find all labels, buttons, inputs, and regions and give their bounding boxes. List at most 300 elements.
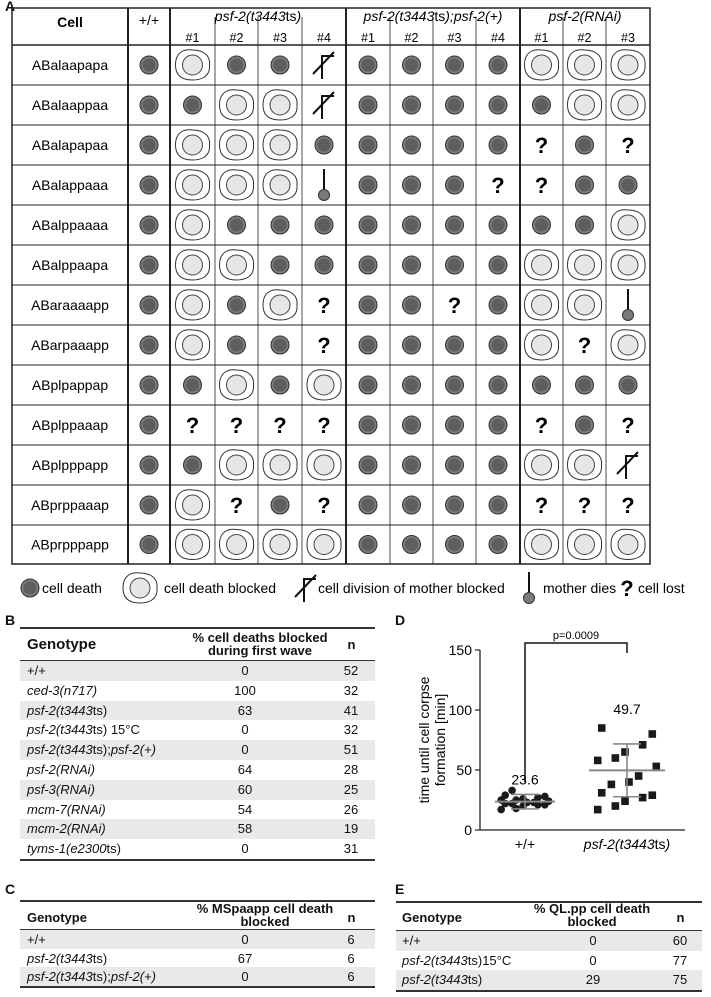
cell-symbol-death-blocked xyxy=(220,370,254,400)
cell-symbol-death-blocked xyxy=(176,130,210,160)
group-header-2: psf-2(t3443ts);psf-2(+) xyxy=(363,8,503,24)
n-cell: 52 xyxy=(343,663,359,678)
panel-e-header-n: n xyxy=(676,910,685,925)
cell-symbol-death xyxy=(446,336,464,354)
cell-symbol-death xyxy=(446,136,464,154)
panel-label-c: C xyxy=(5,881,16,897)
cell-symbol-death-blocked xyxy=(611,529,645,559)
cell-symbol-death-blocked xyxy=(611,50,645,80)
data-point xyxy=(612,754,620,762)
percent-cell: 29 xyxy=(585,972,601,987)
data-point xyxy=(594,757,602,765)
data-point xyxy=(652,763,660,771)
cell-symbol-death xyxy=(184,456,202,474)
data-point xyxy=(541,793,549,801)
cell-symbol-death xyxy=(359,296,377,314)
panel-b-header-genotype: Genotype xyxy=(27,636,97,653)
n-cell: 60 xyxy=(672,933,688,948)
cell-symbol-death xyxy=(489,496,507,514)
column-header-1-2: #2 xyxy=(229,31,244,45)
panel-b-header-n: n xyxy=(347,637,356,652)
cell-symbol-death xyxy=(489,536,507,554)
cell-symbol-death xyxy=(359,456,377,474)
cell-symbol-death xyxy=(228,296,246,314)
cell-symbol-death xyxy=(489,96,507,114)
percent-cell: 0 xyxy=(241,969,249,984)
cell-symbol-death xyxy=(576,416,594,434)
cell-symbol-death xyxy=(446,416,464,434)
svg-text:?: ? xyxy=(621,413,635,438)
panel-c-header-n: n xyxy=(347,910,356,925)
svg-text:?: ? xyxy=(229,493,244,518)
cell-symbol-lost xyxy=(621,493,634,518)
cell-symbol-death xyxy=(403,496,421,514)
cell-symbol-lost xyxy=(230,413,243,438)
cell-symbol-lost xyxy=(621,413,634,438)
legend-symbol-d xyxy=(21,579,39,597)
cell-symbol-division-blocked xyxy=(313,92,334,119)
percent-cell: 60 xyxy=(237,781,253,797)
legend-symbol-m xyxy=(524,572,535,604)
cell-symbol-death xyxy=(446,456,464,474)
cell-symbol-death xyxy=(489,256,507,274)
data-point xyxy=(648,791,656,799)
cell-symbol-death-blocked xyxy=(568,90,602,120)
data-point xyxy=(621,797,629,805)
cell-symbol-death-blocked xyxy=(176,529,210,559)
legend-symbol-b xyxy=(123,573,157,603)
cell-symbol-death xyxy=(271,56,289,74)
cell-symbol-death-blocked xyxy=(525,450,559,480)
cell-symbol-death xyxy=(271,496,289,514)
cell-symbol-mother-dies xyxy=(623,289,634,321)
cell-symbol-death-blocked xyxy=(220,90,254,120)
cell-symbol-lost xyxy=(317,293,330,318)
cell-symbol-death-blocked xyxy=(263,290,297,320)
mean-label: 23.6 xyxy=(511,771,539,788)
cell-symbol-death xyxy=(489,296,507,314)
cell-name: ABprpppapp xyxy=(31,536,109,553)
cell-symbol-death xyxy=(140,536,158,554)
cell-symbol-death-blocked xyxy=(568,250,602,280)
cell-symbol-lost xyxy=(578,333,591,358)
cell-symbol-death-blocked xyxy=(176,490,210,520)
cell-name: ABalaapapa xyxy=(31,57,109,73)
cell-symbol-death-blocked xyxy=(568,529,602,559)
data-point xyxy=(612,802,620,810)
cell-symbol-death xyxy=(489,376,507,394)
x-tick-label: +/+ xyxy=(514,836,536,852)
cell-symbol-lost xyxy=(578,493,591,518)
cell-symbol-death xyxy=(446,496,464,514)
percent-cell: 0 xyxy=(241,722,249,738)
cell-name: ABplpappap xyxy=(31,377,109,393)
cell-symbol-death-blocked xyxy=(220,250,254,280)
y-tick-label: 50 xyxy=(456,762,472,778)
cell-symbol-death-blocked xyxy=(307,450,341,480)
percent-cell: 0 xyxy=(589,952,597,968)
cell-symbol-death-blocked xyxy=(611,210,645,240)
corpse-time-chart xyxy=(395,620,711,870)
cell-symbol-death-blocked xyxy=(525,529,559,559)
cell-symbol-death xyxy=(576,176,594,194)
cell-symbol-death xyxy=(140,296,158,314)
cell-symbol-death xyxy=(359,256,377,274)
cell-symbol-death xyxy=(576,136,594,154)
svg-text:?: ? xyxy=(273,413,287,438)
cell-symbol-death xyxy=(576,216,594,234)
table-row-shade xyxy=(20,930,375,949)
percent-cell: 100 xyxy=(234,682,256,698)
genotype-cell: psf-2(t3443ts) xyxy=(27,702,108,718)
cell-symbol-death xyxy=(403,176,421,194)
percent-cell: 67 xyxy=(237,950,253,966)
cell-symbol-death-blocked xyxy=(220,130,254,160)
cell-name: ABalaappaa xyxy=(31,97,109,113)
legend-label: mother dies xyxy=(543,580,617,596)
percent-cell: 54 xyxy=(237,801,253,817)
cell-symbol-death xyxy=(140,256,158,274)
legend-label: cell death blocked xyxy=(164,580,277,596)
panel-label-e: E xyxy=(395,881,405,897)
data-point xyxy=(508,787,516,795)
svg-text:?: ? xyxy=(185,413,200,438)
svg-text:?: ? xyxy=(534,133,549,158)
cell-symbol-death xyxy=(140,456,158,474)
table-row-shade xyxy=(396,931,702,951)
data-point xyxy=(608,781,616,789)
cell-symbol-lost xyxy=(317,333,330,358)
svg-text:?: ? xyxy=(229,413,244,438)
percent-cell: 0 xyxy=(241,742,249,758)
cell-symbol-death-blocked xyxy=(220,450,254,480)
cell-symbol-division-blocked xyxy=(313,52,334,79)
cell-symbol-death xyxy=(140,136,158,154)
cell-symbol-lost xyxy=(273,413,286,438)
n-cell: 31 xyxy=(343,841,359,857)
cell-symbol-death xyxy=(140,376,158,394)
cell-symbol-death xyxy=(359,56,377,74)
cell-symbol-lost xyxy=(535,133,548,158)
cell-symbol-death-blocked xyxy=(263,130,297,160)
n-cell: 19 xyxy=(343,821,359,837)
cell-symbol-death-blocked xyxy=(176,170,210,200)
cell-symbol-lost xyxy=(535,413,548,438)
n-cell: 41 xyxy=(343,702,359,718)
percent-cell: 0 xyxy=(589,933,597,948)
cell-symbol-division-blocked xyxy=(617,452,638,479)
svg-text:?: ? xyxy=(577,493,592,518)
percent-cell: 0 xyxy=(241,841,249,857)
column-header-2-4: #4 xyxy=(491,31,505,45)
table-row-shade xyxy=(20,661,375,681)
genotype-cell: mcm-7(RNAi) xyxy=(27,801,106,817)
cell-symbol-death-blocked xyxy=(176,250,210,280)
cell-symbol-death-blocked xyxy=(263,450,297,480)
cell-symbol-death xyxy=(403,256,421,274)
column-header-3-3: #3 xyxy=(621,31,635,45)
data-point xyxy=(639,741,647,749)
svg-text:?: ? xyxy=(534,413,549,438)
n-cell: 26 xyxy=(343,801,359,817)
cell-symbol-death-blocked xyxy=(220,170,254,200)
cell-symbol-lost xyxy=(317,493,330,518)
cell-symbol-death xyxy=(533,96,551,114)
svg-text:?: ? xyxy=(317,413,331,438)
cell-symbol-death xyxy=(140,176,158,194)
column-header-1-3: #3 xyxy=(273,31,287,45)
cell-symbol-death xyxy=(446,536,464,554)
cell-symbol-death xyxy=(533,376,551,394)
cell-symbol-lost xyxy=(230,493,243,518)
cell-symbol-death xyxy=(403,56,421,74)
cell-symbol-death-blocked xyxy=(568,290,602,320)
cell-symbol-death-blocked xyxy=(263,529,297,559)
cell-symbol-death xyxy=(446,96,464,114)
data-point xyxy=(635,772,643,780)
n-cell: 25 xyxy=(343,781,359,797)
genotype-cell: psf-2(t3443ts) 15°C xyxy=(27,722,140,738)
cell-name: ABplppaaap xyxy=(31,417,109,433)
legend-label: cell lost xyxy=(638,580,685,596)
data-point xyxy=(639,794,647,802)
cell-symbol-death xyxy=(446,176,464,194)
cell-symbol-lost xyxy=(317,413,330,438)
cell-column-header: Cell xyxy=(57,14,83,30)
y-axis-label-line1: time until cell corpse xyxy=(416,676,432,804)
cell-symbol-death xyxy=(446,56,464,74)
cell-symbol-death-blocked xyxy=(611,250,645,280)
cell-symbol-death-blocked xyxy=(568,450,602,480)
cell-symbol-lost xyxy=(186,413,199,438)
n-cell: 51 xyxy=(343,742,359,758)
cell-symbol-death-blocked xyxy=(263,90,297,120)
genotype-cell: tyms-1(e2300ts) xyxy=(27,841,121,857)
y-tick-label: 100 xyxy=(448,702,472,718)
column-header-2-3: #3 xyxy=(447,31,462,45)
svg-text:?: ? xyxy=(621,133,635,158)
grid-frame xyxy=(12,8,650,564)
cell-name: ABplpppapp xyxy=(31,457,109,473)
cell-symbol-death xyxy=(403,416,421,434)
legend-label: cell division of mother blocked xyxy=(318,580,505,596)
percent-cell: 58 xyxy=(237,821,253,837)
cell-symbol-death xyxy=(184,376,202,394)
cell-symbol-death-blocked xyxy=(525,250,559,280)
cell-name: ABalppaapa xyxy=(31,257,109,273)
p-value: p=0.0009 xyxy=(552,630,600,642)
cell-symbol-death xyxy=(315,256,333,274)
cell-symbol-death xyxy=(403,456,421,474)
genotype-cell: psf-3(RNAi) xyxy=(27,781,95,797)
genotype-cell: psf-2(t3443ts)15°C xyxy=(402,952,512,968)
cell-symbol-death xyxy=(619,376,637,394)
column-header-1-4: #4 xyxy=(317,31,331,45)
cell-symbol-death-blocked xyxy=(307,370,341,400)
genotype-cell: psf-2(RNAi) xyxy=(27,762,95,777)
cell-symbol-death-blocked xyxy=(525,290,559,320)
cell-symbol-death xyxy=(271,216,289,234)
panel-label-b: B xyxy=(5,612,16,628)
n-cell: 32 xyxy=(343,682,359,698)
genotype-cell: +/+ xyxy=(27,932,46,947)
cell-symbol-death xyxy=(403,216,421,234)
cell-symbol-death xyxy=(140,416,158,434)
legend-symbol-q xyxy=(620,576,633,601)
genotype-cell: psf-2(t3443ts) xyxy=(27,950,108,966)
cell-symbol-lost xyxy=(491,173,504,198)
cell-symbol-death xyxy=(359,136,377,154)
legend-symbol-x xyxy=(295,575,316,602)
column-header-3-2: #2 xyxy=(577,31,592,45)
cell-symbol-death xyxy=(489,416,507,434)
cell-symbol-death xyxy=(359,416,377,434)
cell-symbol-death xyxy=(533,216,551,234)
n-cell: 75 xyxy=(672,972,688,987)
n-cell: 6 xyxy=(347,969,355,984)
cell-symbol-death xyxy=(359,216,377,234)
cell-symbol-mother-dies xyxy=(319,169,330,201)
percent-cell: 64 xyxy=(237,762,253,777)
cell-symbol-death xyxy=(403,136,421,154)
cell-symbol-death xyxy=(140,336,158,354)
data-point xyxy=(648,730,656,738)
panel-e-header-pct: % QL.pp cell death blocked xyxy=(533,901,651,929)
cell-symbol-death xyxy=(359,96,377,114)
cell-name: ABprppaaap xyxy=(31,497,109,513)
group-header-3: psf-2(RNAi) xyxy=(548,8,622,24)
data-point xyxy=(594,806,602,814)
cell-symbol-death xyxy=(140,96,158,114)
percent-cell: 0 xyxy=(241,663,249,678)
percent-cell: 0 xyxy=(241,932,249,947)
genotype-cell: psf-2(t3443ts);psf-2(+) xyxy=(27,969,156,984)
y-tick-label: 150 xyxy=(448,642,472,658)
cell-symbol-death xyxy=(446,376,464,394)
cell-symbol-death xyxy=(403,376,421,394)
cell-symbol-death xyxy=(271,256,289,274)
cell-symbol-death-blocked xyxy=(307,529,341,559)
cell-symbol-lost xyxy=(535,493,548,518)
group-header-1: psf-2(t3443ts) xyxy=(214,8,302,24)
svg-text:?: ? xyxy=(317,293,331,318)
cell-symbol-death-blocked xyxy=(176,330,210,360)
cell-symbol-death-blocked xyxy=(220,529,254,559)
genotype-cell: mcm-2(RNAi) xyxy=(27,821,106,837)
mean-label: 49.7 xyxy=(613,701,641,717)
genotype-cell: ced-3(n717) xyxy=(27,682,98,698)
cell-symbol-death-blocked xyxy=(611,90,645,120)
y-tick-label: 0 xyxy=(464,822,472,838)
cell-symbol-death-blocked xyxy=(263,170,297,200)
cell-name: ABarpaaapp xyxy=(31,337,109,353)
genotype-cell: +/+ xyxy=(402,933,421,948)
panel-label-a: A xyxy=(5,0,16,14)
cell-symbol-death xyxy=(489,456,507,474)
cell-symbol-death xyxy=(403,96,421,114)
cell-name: ABalppaaaa xyxy=(31,217,109,233)
cell-symbol-death xyxy=(271,376,289,394)
cell-symbol-death xyxy=(228,56,246,74)
panel-e-header-genotype: Genotype xyxy=(402,910,462,925)
cell-symbol-death xyxy=(489,56,507,74)
cell-symbol-death xyxy=(359,536,377,554)
group-header-0: +/+ xyxy=(138,12,160,28)
n-cell: 77 xyxy=(672,952,688,968)
svg-text:?: ? xyxy=(534,173,549,198)
genotype-cell: psf-2(t3443ts);psf-2(+) xyxy=(27,742,156,758)
panel-label-d: D xyxy=(395,612,406,628)
svg-text:?: ? xyxy=(534,493,549,518)
n-cell: 32 xyxy=(343,722,359,738)
cell-symbol-lost xyxy=(448,293,461,318)
cell-symbol-death xyxy=(271,336,289,354)
panel-c-header-pct: % MSpaapp cell death blocked xyxy=(196,901,334,929)
data-point xyxy=(501,791,509,799)
cell-symbol-death xyxy=(446,256,464,274)
cell-symbol-death xyxy=(315,136,333,154)
cell-symbol-death xyxy=(446,216,464,234)
column-header-3-1: #1 xyxy=(534,31,549,45)
cell-symbol-death xyxy=(184,96,202,114)
cell-symbol-death xyxy=(228,336,246,354)
cell-symbol-death xyxy=(403,536,421,554)
n-cell: 6 xyxy=(347,950,355,966)
cell-symbol-death xyxy=(140,216,158,234)
cell-symbol-death-blocked xyxy=(176,290,210,320)
legend-label: cell death xyxy=(42,580,102,596)
panel-b-header-pct: % cell deaths blocked during first wave xyxy=(192,630,328,658)
cell-name: ABalapapaa xyxy=(31,137,109,153)
x-tick-label: psf-2(t3443ts) xyxy=(583,836,671,852)
cell-symbol-death xyxy=(359,496,377,514)
cell-symbol-death xyxy=(140,56,158,74)
svg-text:?: ? xyxy=(447,293,462,318)
cell-symbol-death xyxy=(403,296,421,314)
cell-symbol-death xyxy=(489,336,507,354)
genotype-cell: psf-2(t3443ts) xyxy=(402,972,483,987)
cell-symbol-lost xyxy=(621,133,634,158)
column-header-2-2: #2 xyxy=(404,31,419,45)
n-cell: 6 xyxy=(347,932,355,947)
y-axis-label-line2: formation [min] xyxy=(432,693,448,787)
cell-symbol-death-blocked xyxy=(525,330,559,360)
cell-symbol-death xyxy=(403,336,421,354)
column-header-1-1: #1 xyxy=(185,31,200,45)
svg-text:?: ? xyxy=(577,333,592,358)
cell-symbol-death xyxy=(359,336,377,354)
data-point xyxy=(598,789,606,797)
cell-symbol-death-blocked xyxy=(568,50,602,80)
genotype-cell: +/+ xyxy=(27,663,46,678)
cell-symbol-death xyxy=(489,216,507,234)
cell-symbol-death xyxy=(489,136,507,154)
cell-symbol-death-blocked xyxy=(176,210,210,240)
cell-symbol-lost xyxy=(535,173,548,198)
cell-symbol-death xyxy=(359,376,377,394)
cell-symbol-death xyxy=(228,216,246,234)
svg-text:?: ? xyxy=(317,333,331,358)
cell-symbol-death-blocked xyxy=(176,50,210,80)
n-cell: 28 xyxy=(343,762,359,777)
percent-cell: 63 xyxy=(237,702,253,718)
cell-symbol-death xyxy=(359,176,377,194)
svg-text:?: ? xyxy=(621,493,635,518)
svg-text:?: ? xyxy=(317,493,331,518)
panel-c-header-genotype: Genotype xyxy=(27,910,87,925)
svg-text:?: ? xyxy=(491,173,505,198)
svg-text:?: ? xyxy=(620,576,634,601)
